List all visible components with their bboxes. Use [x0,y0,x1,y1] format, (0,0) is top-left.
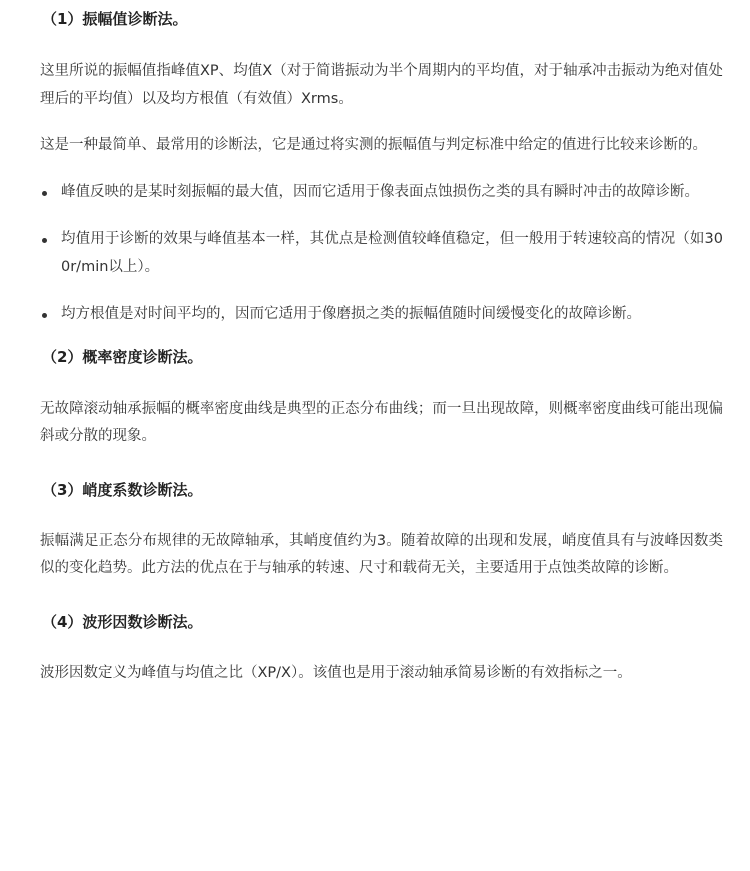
paragraph-waveform-factor: 波形因数定义为峰值与均值之比（XP/X）。该值也是用于滚动轴承简易诊断的有效指标之一。 [40,664,632,681]
list-item-rms [40,301,723,329]
section-heading-probability-density: （2）概率密度诊断法。 [42,347,203,366]
list-item-mean [40,226,723,281]
paragraph-amplitude-definition: 这里所说的振幅值指峰值XP、均值X（对于简谐振动为半个周期内的平均值，对于轴承冲击振动为绝对值处理后的平均值）以及均方根值（有效值）Xrms。 [40,63,723,107]
section-heading-kurtosis: （3）峭度系数诊断法。 [42,480,203,499]
list-item-text: 均方根值是对时间平均的，因而它适用于像磨损之类的振幅值随时间缓慢变化的故障诊断。 [61,306,641,322]
list-item-peak [40,179,723,207]
list-item-text: 峰值反映的是某时刻振幅的最大值，因而它适用于像表面点蚀损伤之类的具有瞬时冲击的故障诊断。 [61,183,699,200]
section-heading-waveform-factor: （4）波形因数诊断法。 [42,612,203,631]
paragraph-amplitude-method: 这是一种最简单、最常用的诊断法，它是通过将实测的振幅值与判定标准中给定的值进行比较来诊断的。 [40,137,707,153]
bullet-dot-icon [42,313,47,318]
paragraph-probability-density: 无故障滚动轴承振幅的概率密度曲线是典型的正态分布曲线；而一旦出现故障，则概率密度曲线可能出现偏斜或分散的现象。 [40,400,723,444]
article-body [40,0,723,687]
list-item-text: 均值用于诊断的效果与峰值基本一样，其优点是检测值较峰值稳定，但一般用于转速较高的情况（如300r/min以上）。 [61,231,723,275]
paragraph-kurtosis: 振幅满足正态分布规律的无故障轴承，其峭度值约为3。随着故障的出现和发展，峭度值具有与波峰因数类似的变化趋势。此方法的优点在于与轴承的转速、尺寸和载荷无关，主要适用于点蚀类故障的诊断。 [40,532,723,576]
bullet-dot-icon [42,191,47,196]
amplitude-bullet-list [40,179,723,329]
bullet-dot-icon [42,238,47,243]
section-heading-amplitude: （1）振幅值诊断法。 [42,10,188,28]
